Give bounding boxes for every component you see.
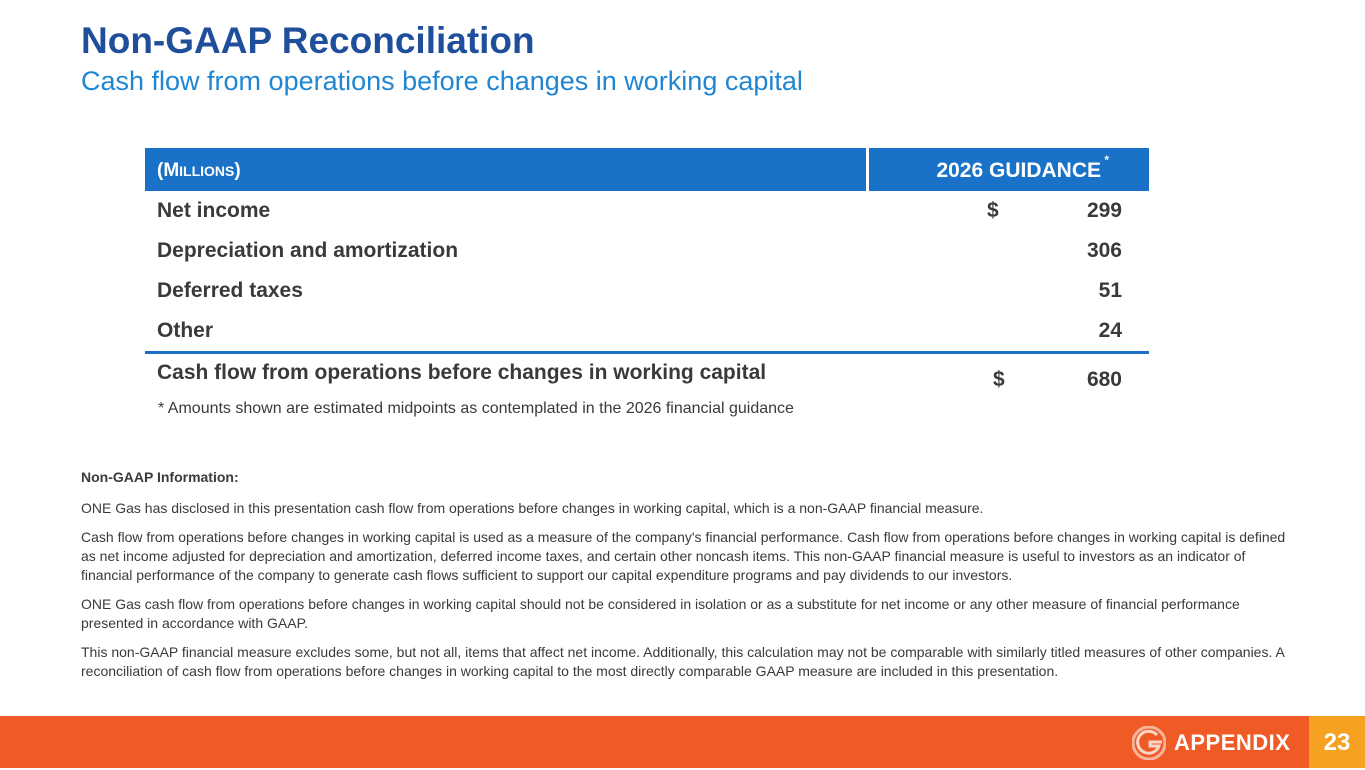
page-title: Non-GAAP Reconciliation (81, 20, 535, 61)
row-label: Net income (157, 199, 271, 222)
table-row (145, 231, 1149, 271)
footnote-marker: * (1104, 153, 1109, 167)
row-dollar: $ (987, 199, 999, 222)
table-row (145, 311, 1149, 351)
page-subtitle: Cash flow from operations before changes in working capital (81, 66, 803, 96)
row-value: 24 (1098, 319, 1122, 342)
row-value: 51 (1098, 279, 1122, 302)
non-gaap-info (81, 468, 1291, 691)
total-dollar: $ (993, 368, 1005, 391)
info-paragraph: ONE Gas has disclosed in this presentation cash flow from operations before changes in working capital, which is a non-GAAP financial measure. (81, 500, 984, 516)
table-row (145, 191, 1149, 231)
table-footnote: * Amounts shown are estimated midpoints as contemplated in the 2026 financial guidance (158, 400, 794, 417)
company-logo-icon (1132, 726, 1166, 760)
row-label: Other (157, 319, 214, 342)
row-value: 299 (1086, 199, 1122, 222)
page-number: 23 (1309, 716, 1365, 768)
info-paragraph: This non-GAAP financial measure excludes some, but not all, items that affect net income. Additionally, this calculation may not be comparable with similarly titled measures of other companies. A reconciliation of cash flow from operations before changes in working capital to the most directly comparable GAAP measure are included in this presentation. (81, 644, 1285, 679)
col-header-guidance: 2026 GUIDANCE * (869, 148, 1149, 191)
col-header-millions: (MILLIONS) (145, 148, 869, 191)
total-label: Cash flow from operations before changes in working capital (157, 361, 767, 384)
row-label: Deferred taxes (157, 279, 303, 302)
total-row (145, 351, 1149, 396)
section-label: APPENDIX (1174, 730, 1291, 755)
table-row (145, 271, 1149, 311)
table-header (145, 148, 1149, 191)
info-paragraph: ONE Gas cash flow from operations before changes in working capital should not be considered in isolation or as a substitute for net income or any other measure of financial performance presented in accordance with GAAP. (81, 596, 1240, 631)
reconciliation-table (145, 148, 1149, 396)
info-paragraph: Cash flow from operations before changes in working capital is used as a measure of the company's financial performance. Cash flow from operations before changes in working capital is defined as net income adjusted for depreciation and amortization, deferred income taxes, and certain other noncash items. This non-GAAP financial measure is useful to investors as an indicator of financial performance of the company to generate cash flows sufficient to support our capital expenditure programs and pay dividends to our investors. (81, 529, 1286, 583)
footer-bar (0, 716, 1365, 768)
info-heading: Non-GAAP Information: (81, 469, 239, 485)
total-value: 680 (1086, 368, 1122, 391)
row-value: 306 (1086, 239, 1122, 262)
row-label: Depreciation and amortization (157, 239, 459, 262)
